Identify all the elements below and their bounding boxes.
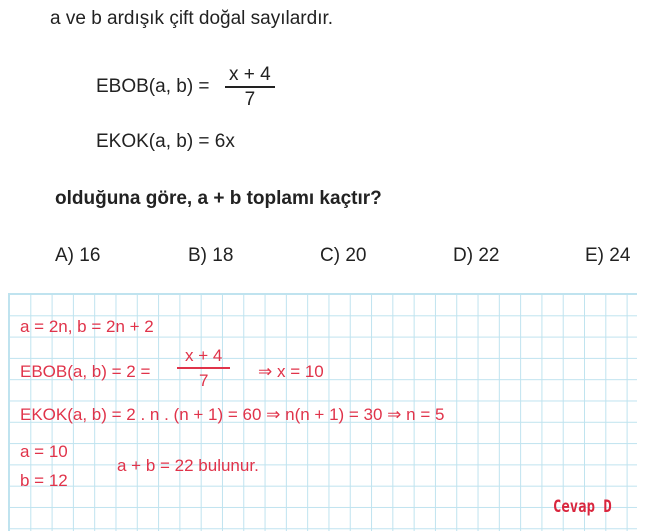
solution-ekok-line: EKOK(a, b) = 2 . n . (n + 1) = 60 ⇒ n(n + 1) = 30 ⇒ n = 5 [20,405,445,424]
solution-ebob-left: EBOB(a, b) = 2 = [20,362,151,381]
choice-d[interactable]: D) 22 [453,245,500,266]
ebob-fraction [225,64,275,112]
solution-sum: a + b = 22 bulunur. [117,456,259,475]
choice-b[interactable]: B) 18 [188,245,234,266]
choice-c[interactable]: C) 20 [320,245,367,266]
ebob-numerator: x + 4 [229,64,271,85]
question-statement: a ve b ardışık çift doğal sayılardır. [50,8,334,29]
solution-ebob-numerator: x + 4 [185,346,223,365]
solution-a-value: a = 10 [20,442,68,461]
question-prompt: olduğuna göre, a + b toplamı kaçtır? [55,188,382,209]
choice-a[interactable]: A) 16 [55,245,101,266]
solution-ebob-result: ⇒ x = 10 [258,362,324,381]
solution-ebob-fraction [177,345,230,393]
ebob-denominator: 7 [244,88,256,110]
choice-e[interactable]: E) 24 [585,245,631,266]
answer-label: Cevap D [553,497,612,517]
ebob-label: EBOB(a, b) = [96,76,210,97]
solution-b-value: b = 12 [20,471,68,490]
solution-ebob-denominator: 7 [198,370,209,390]
solution-line-1: a = 2n, b = 2n + 2 [20,317,154,336]
ekok-line: EKOK(a, b) = 6x [96,131,235,152]
